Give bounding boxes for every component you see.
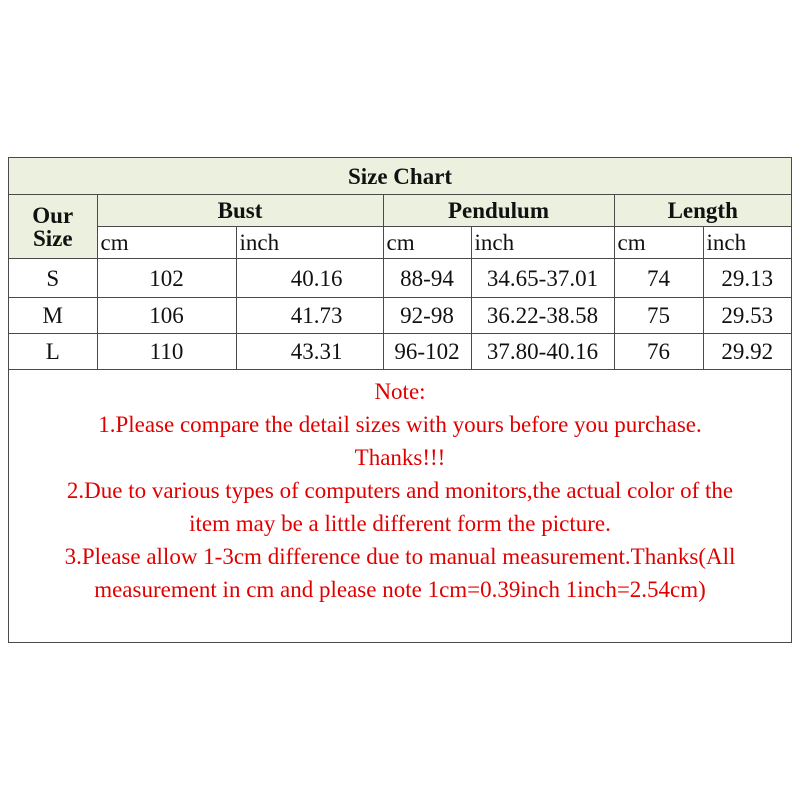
- chart-title: Size Chart: [9, 158, 791, 195]
- size-cell: M: [9, 298, 97, 334]
- length-cm-cell: 76: [614, 334, 703, 370]
- bust-inch-cell: 41.73: [236, 298, 383, 334]
- table-row: [9, 298, 791, 334]
- table-row: [9, 334, 791, 370]
- size-cell: S: [9, 259, 97, 298]
- pendulum-inch-cell: 34.65-37.01: [471, 259, 614, 298]
- bust-cm-cell: 106: [97, 298, 236, 334]
- our-size-header-line1: Our: [32, 202, 74, 228]
- note-line: 1.Please compare the detail sizes with yours before you purchase.: [98, 412, 702, 437]
- unit-length-cm: cm: [614, 227, 703, 259]
- size-chart-sheet: [8, 157, 792, 643]
- bust-cm-cell: 110: [97, 334, 236, 370]
- length-cm-cell: 75: [614, 298, 703, 334]
- unit-pendulum-cm: cm: [383, 227, 471, 259]
- pendulum-inch-cell: 36.22-38.58: [471, 298, 614, 334]
- note-line: item may be a little different form the picture.: [189, 511, 611, 536]
- notes-block: [9, 375, 791, 606]
- length-header: Length: [614, 195, 791, 227]
- length-inch-cell: 29.53: [703, 298, 791, 334]
- length-inch-cell: 29.13: [703, 259, 791, 298]
- our-size-header: [9, 195, 97, 259]
- note-line: Thanks!!!: [354, 445, 446, 470]
- pendulum-cm-cell: 88-94: [383, 259, 471, 298]
- pendulum-header: Pendulum: [383, 195, 614, 227]
- bust-inch-cell: 40.16: [236, 259, 383, 298]
- length-inch-cell: 29.92: [703, 334, 791, 370]
- note-line: 2.Due to various types of computers and monitors,the actual color of the: [66, 478, 734, 503]
- bust-inch-cell: 43.31: [236, 334, 383, 370]
- size-cell: L: [9, 334, 97, 370]
- bust-header: Bust: [97, 195, 383, 227]
- our-size-header-line2: Size: [32, 225, 73, 251]
- pendulum-cm-cell: 96-102: [383, 334, 471, 370]
- size-chart-table: [9, 158, 791, 370]
- table-row: [9, 259, 791, 298]
- bust-cm-cell: 102: [97, 259, 236, 298]
- unit-bust-cm: cm: [97, 227, 236, 259]
- unit-bust-inch: inch: [236, 227, 383, 259]
- unit-pendulum-inch: inch: [471, 227, 614, 259]
- length-cm-cell: 74: [614, 259, 703, 298]
- pendulum-inch-cell: 37.80-40.16: [471, 334, 614, 370]
- pendulum-cm-cell: 92-98: [383, 298, 471, 334]
- note-heading: Note:: [374, 379, 426, 404]
- unit-length-inch: inch: [703, 227, 791, 259]
- note-line: measurement in cm and please note 1cm=0.39inch 1inch=2.54cm): [94, 577, 706, 602]
- note-line: 3.Please allow 1-3cm difference due to manual measurement.Thanks(All: [64, 544, 736, 569]
